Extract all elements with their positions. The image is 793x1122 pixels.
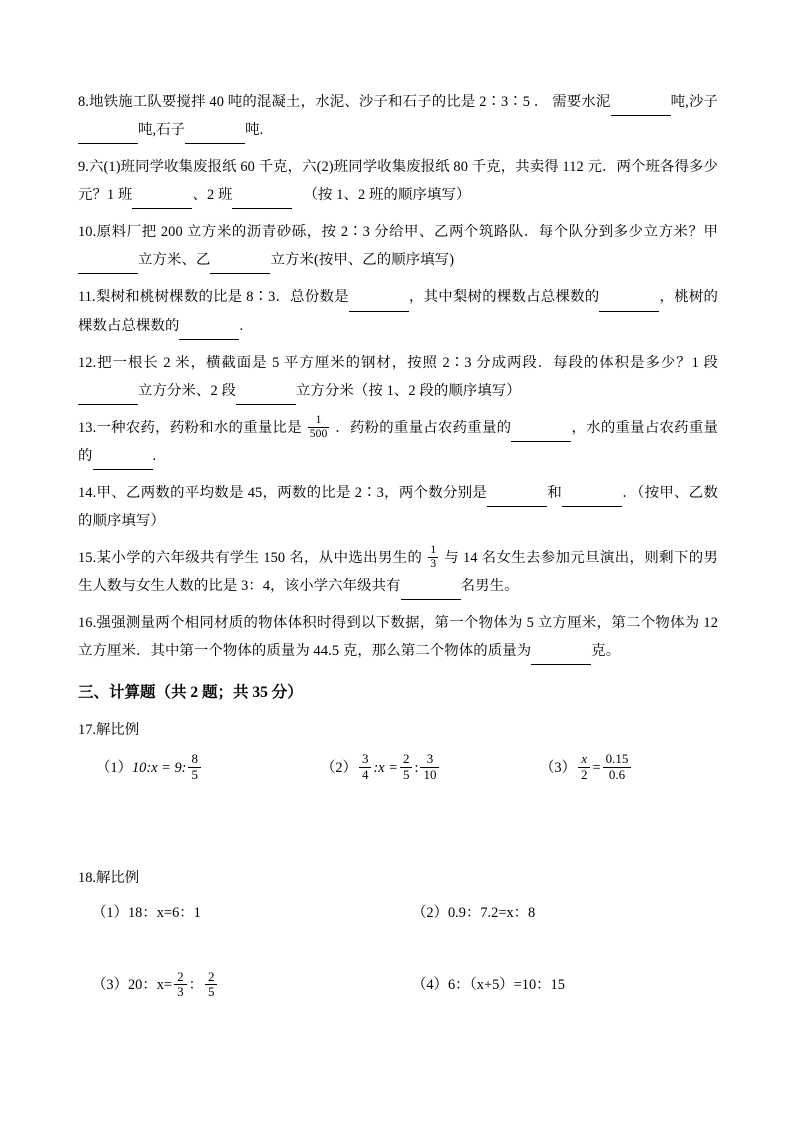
fraction-denominator: 0.6 — [608, 766, 626, 782]
problem-17-items — [78, 753, 718, 793]
answer-blank[interactable] — [236, 389, 296, 404]
question-14-text-2: 和 — [547, 484, 563, 501]
fraction-numerator: 1 — [430, 544, 437, 557]
problem-18-item-4-text: 6：（x+5）=10：15 — [447, 977, 565, 994]
problem-18-item-3-label: （3） — [92, 977, 128, 994]
question-8-number: 8. — [78, 94, 89, 110]
problem-17-heading — [78, 717, 718, 744]
question-13-number: 13. — [78, 419, 97, 436]
question-10 — [78, 218, 718, 274]
question-12-number: 12. — [78, 354, 97, 371]
problem-18-item-3-prefix: 20：x= — [127, 977, 173, 994]
problem-18-row-1 — [78, 898, 718, 928]
fraction-denominator: 500 — [309, 427, 328, 440]
question-10-number: 10. — [78, 224, 97, 241]
question-13-text-2: ．药粉的重量占农药重量的 — [335, 419, 512, 436]
problem-18-item-2-label: （2） — [412, 905, 448, 922]
answer-blank[interactable] — [349, 296, 409, 311]
question-13-text-1: 一种农药，药粉和水的重量比是 — [96, 419, 302, 436]
fraction-numerator: 1 — [308, 414, 330, 428]
fraction-denominator: 3 — [177, 984, 184, 1000]
answer-blank[interactable] — [78, 259, 138, 274]
question-14-text-3: ．（按甲、乙数的顺序填写） — [78, 484, 718, 530]
fraction-8-over-5 — [188, 752, 201, 782]
answer-blank[interactable] — [487, 492, 547, 507]
fraction-1-over-500 — [308, 414, 330, 441]
question-11-text-1: 梨树和桃树棵数的比是 8∶3．总份数是 — [95, 289, 349, 306]
answer-blank[interactable] — [93, 455, 153, 470]
fraction-numerator: x — [578, 752, 591, 768]
fraction-denominator: 5 — [402, 766, 410, 782]
question-14-number: 14. — [78, 484, 97, 501]
problem-18-item-3-sep: ： — [188, 977, 203, 994]
fraction-2-over-5 — [205, 970, 218, 1000]
answer-blank[interactable] — [132, 194, 192, 209]
question-12-text-2: 立方分米、2 段 — [138, 382, 236, 399]
problem-18-item-4 — [412, 970, 565, 1002]
question-13 — [78, 414, 718, 470]
fraction-denominator: 5 — [207, 984, 215, 1000]
problem-18-row-2 — [78, 970, 718, 1006]
question-14 — [78, 479, 718, 535]
fraction-2-over-3 — [174, 970, 187, 1000]
problem-17-item-1-label: （1） — [96, 759, 132, 776]
question-9-number: 9. — [78, 159, 89, 176]
question-11-number: 11. — [78, 289, 96, 306]
question-12 — [78, 349, 718, 405]
problem-18-title: 解比例 — [96, 869, 140, 886]
question-8-text-4: 吨,石子 — [138, 122, 186, 139]
question-16-number: 16. — [78, 615, 97, 632]
fraction-denominator: 10 — [423, 766, 437, 782]
question-10-text-1: 原料厂把 200 立方米的沥青砂砾，按 2∶3 分给甲、乙两个筑路队．每个队分到多少立方米？甲 — [96, 224, 718, 241]
question-15-number: 15. — [78, 550, 97, 567]
fraction-1-over-3 — [428, 544, 438, 571]
answer-blank[interactable] — [185, 129, 245, 144]
problem-17-title: 解比例 — [96, 722, 140, 739]
question-15-text-1: 某小学的六年级共有学生 150 名，从中选出男生的 — [96, 550, 423, 567]
question-9-text-2: 、2 班 — [192, 187, 233, 204]
fraction-numerator: 3 — [359, 752, 372, 768]
question-9-text-3: （按 1、2 班的顺序填写） — [303, 187, 471, 204]
question-9 — [78, 153, 718, 209]
problem-18-item-1-label: （1） — [92, 905, 128, 922]
question-11-text-4: . — [239, 317, 244, 334]
fraction-denominator: 3 — [430, 558, 437, 571]
fraction-x-over-2 — [578, 752, 591, 782]
problem-18-item-2 — [412, 898, 535, 930]
problem-18-item-2-text: 0.9：7.2=x：8 — [447, 905, 536, 922]
answer-blank[interactable] — [531, 650, 591, 665]
problem-18-item-3 — [92, 970, 219, 1002]
answer-blank[interactable] — [562, 492, 622, 507]
answer-blank[interactable] — [78, 389, 138, 404]
answer-blank[interactable] — [210, 259, 270, 274]
question-13-text-4: . — [152, 447, 157, 464]
question-8-text-3: 吨,沙子 — [670, 94, 718, 110]
question-8 — [78, 88, 718, 144]
question-11 — [78, 283, 718, 339]
fraction-denominator: 4 — [361, 766, 369, 782]
answer-blank[interactable] — [599, 296, 659, 311]
problem-18-item-1 — [92, 898, 201, 930]
problem-18-number: 18. — [78, 869, 96, 886]
problem-18-heading — [78, 865, 718, 892]
question-16 — [78, 609, 718, 665]
answer-blank[interactable] — [179, 324, 239, 339]
question-16-text-1: 强强测量两个相同材质的物体体积时得到以下数据，第一个物体为 5 立方厘米，第二个物体为 12 立方厘米．其中第一个物体的质量为 44.5 克，那么第二个物体的质量为 — [78, 615, 718, 660]
question-10-text-2: 立方米、乙 — [138, 252, 211, 269]
problem-17-item-3-label: （3） — [540, 759, 576, 776]
worksheet-content — [78, 88, 718, 1006]
problem-18-item-1-text: 18：x=6：1 — [127, 905, 201, 922]
fraction-numerator: 2 — [205, 970, 218, 986]
answer-blank[interactable] — [401, 585, 461, 600]
answer-blank[interactable] — [611, 101, 671, 116]
question-16-text-2: 克。 — [591, 643, 621, 660]
fraction-numerator: 0.15 — [603, 752, 632, 768]
problem-17-item-1-expr: 10:x = 9: — [131, 759, 187, 776]
answer-blank[interactable] — [232, 194, 292, 209]
problem-17-item-2-mid: :x = — [373, 759, 398, 776]
answer-blank[interactable] — [511, 426, 571, 441]
fraction-numerator: 2 — [174, 970, 187, 986]
fraction-3-over-4 — [359, 752, 372, 782]
question-14-text-1: 甲、乙两数的平均数是 45，两数的比是 2∶3，两个数分别是 — [96, 484, 488, 501]
problem-17-item-3-mid: = — [592, 759, 601, 776]
question-11-text-3: ，桃树的棵数占总棵数的 — [78, 289, 718, 334]
question-15-text-3: 名男生。 — [460, 578, 519, 595]
problem-17-item-3 — [540, 753, 633, 785]
question-12-text-3: 立方分米（按 1、2 段的顺序填写） — [295, 382, 521, 399]
question-12-text-1: 把一根长 2 米，横截面是 5 平方厘米的钢材，按照 2∶3 分成两段．每段的体积是多少？1 段 — [96, 354, 718, 371]
question-11-text-2: ，其中梨树的棵数占总棵数的 — [408, 289, 600, 306]
fraction-numerator: 3 — [420, 752, 439, 768]
question-10-text-3: 立方米(按甲、乙的顺序填写) — [270, 252, 455, 269]
answer-blank[interactable] — [78, 129, 138, 144]
question-15-text-2: 与 14 名女生去参加元旦演出，则剩下的男生人数与女生人数的比是 3：4，该小学六年级共有 — [78, 550, 718, 595]
question-8-text-2: 需要水泥 — [548, 94, 611, 110]
fraction-3-over-10 — [420, 752, 439, 782]
fraction-015-over-06 — [603, 752, 632, 782]
section-title-calculation: 三、计算题（共 2 题；共 35 分） — [78, 684, 303, 702]
problem-17-item-2 — [321, 753, 441, 785]
question-13-text-3: ，水的重量占农药重量的 — [78, 419, 719, 464]
fraction-denominator: 2 — [580, 766, 588, 782]
fraction-numerator: 8 — [188, 752, 201, 768]
problem-17-number: 17. — [78, 722, 96, 739]
fraction-denominator: 5 — [191, 766, 198, 782]
problem-17-item-2-label: （2） — [321, 759, 357, 776]
problem-17-item-2-sep: : — [414, 759, 419, 776]
fraction-2-over-5 — [400, 752, 413, 782]
problem-17-item-1 — [96, 753, 203, 785]
question-8-text-1: 地铁施工队要搅拌 40 吨的混凝土，水泥、沙子和石子的比是 2∶3∶5 ． — [89, 94, 549, 110]
question-8-text-5: 吨. — [245, 122, 264, 139]
problem-18-item-4-label: （4） — [412, 977, 448, 994]
question-9-text-1: 六(1)班同学收集废报纸 60 千克，六(2)班同学收集废报纸 80 千克，共卖得 112 元．两个班各得多少元？1 班 — [78, 159, 718, 204]
fraction-numerator: 2 — [400, 752, 413, 768]
question-15 — [78, 544, 718, 600]
